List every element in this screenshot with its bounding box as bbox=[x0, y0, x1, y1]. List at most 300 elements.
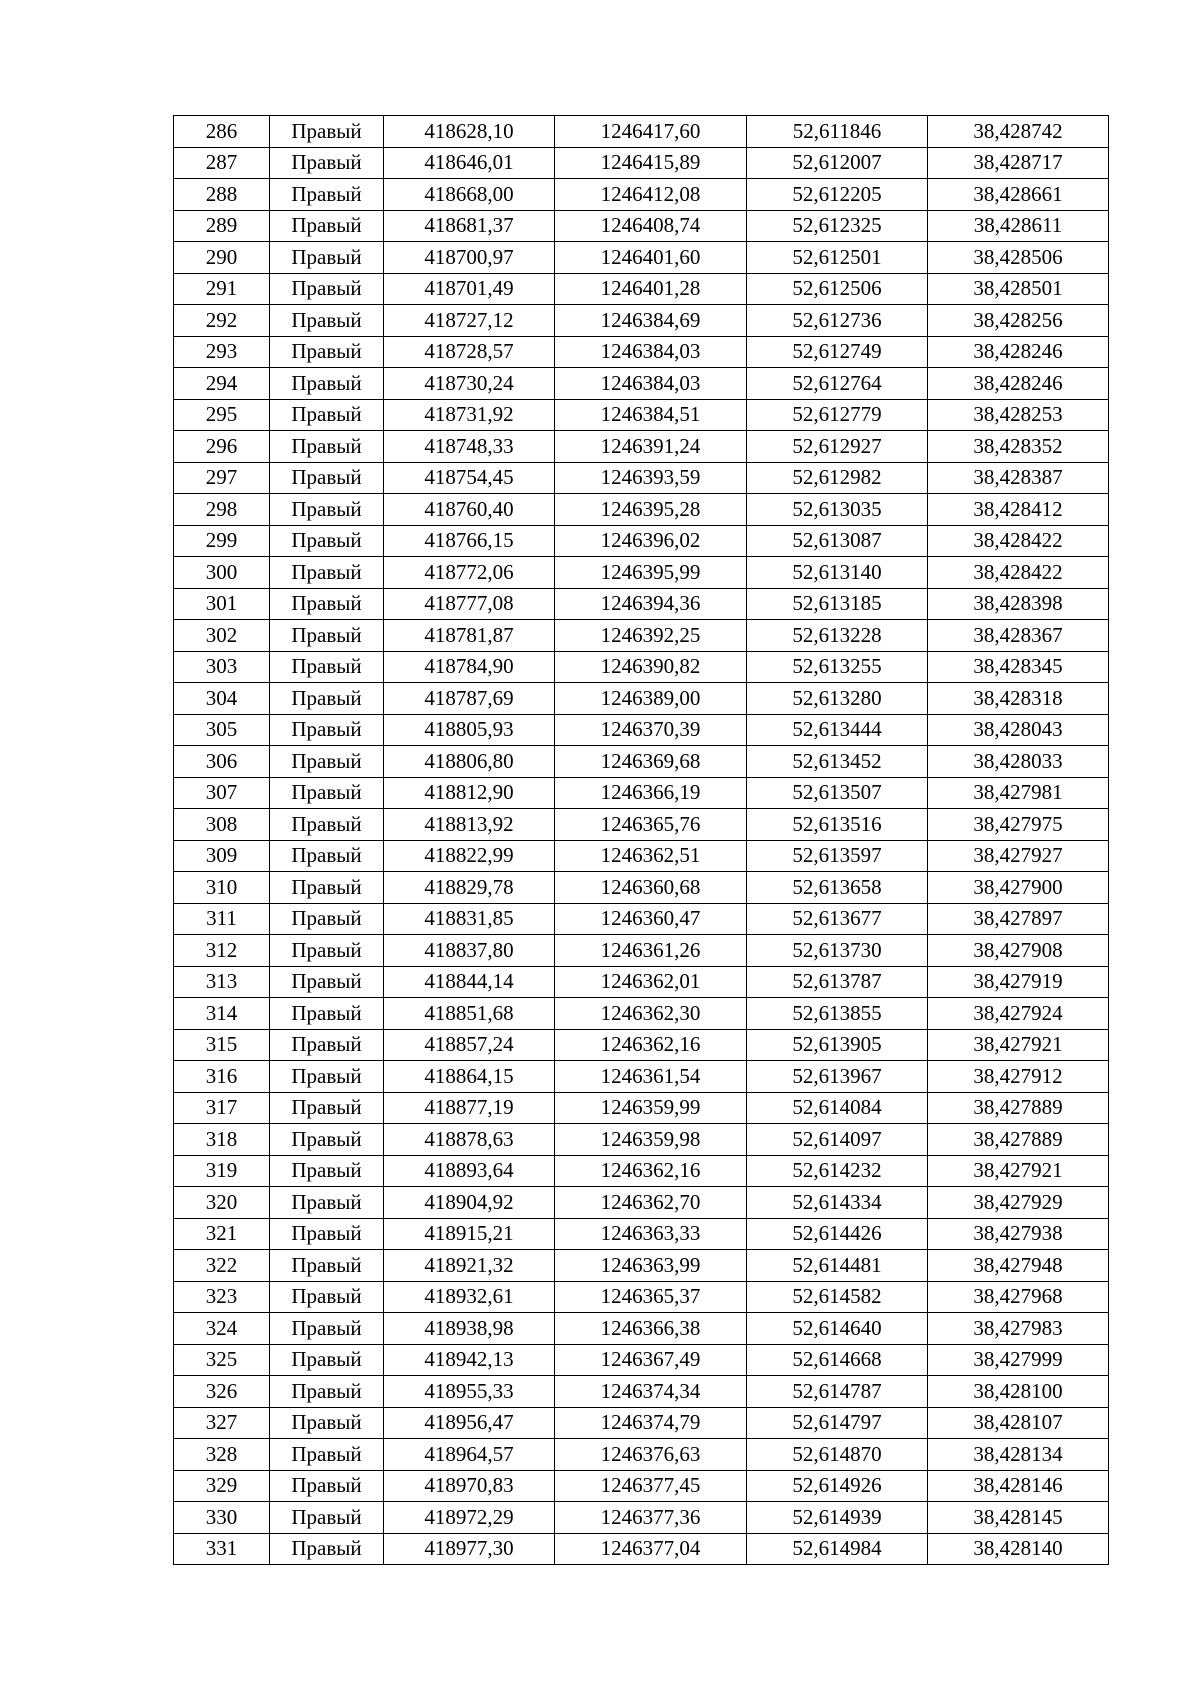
y-coordinate-cell: 1246362,16 bbox=[555, 1029, 747, 1061]
point-number-cell: 315 bbox=[174, 1029, 270, 1061]
point-number-cell: 299 bbox=[174, 525, 270, 557]
table-row bbox=[174, 1061, 1109, 1093]
bank-side-cell: Правый bbox=[270, 1313, 384, 1345]
x-coordinate-cell: 418837,80 bbox=[384, 935, 555, 967]
y-coordinate-cell: 1246359,99 bbox=[555, 1092, 747, 1124]
longitude-cell: 38,428318 bbox=[928, 683, 1109, 715]
table-row bbox=[174, 1502, 1109, 1534]
longitude-cell: 38,428717 bbox=[928, 147, 1109, 179]
bank-side-cell: Правый bbox=[270, 651, 384, 683]
table-row bbox=[174, 840, 1109, 872]
longitude-cell: 38,428742 bbox=[928, 116, 1109, 148]
x-coordinate-cell: 418857,24 bbox=[384, 1029, 555, 1061]
bank-side-cell: Правый bbox=[270, 872, 384, 904]
table-row bbox=[174, 1407, 1109, 1439]
longitude-cell: 38,428140 bbox=[928, 1533, 1109, 1565]
point-number-cell: 326 bbox=[174, 1376, 270, 1408]
y-coordinate-cell: 1246384,69 bbox=[555, 305, 747, 337]
y-coordinate-cell: 1246417,60 bbox=[555, 116, 747, 148]
longitude-cell: 38,428246 bbox=[928, 368, 1109, 400]
x-coordinate-cell: 418970,83 bbox=[384, 1470, 555, 1502]
table-row bbox=[174, 620, 1109, 652]
longitude-cell: 38,427897 bbox=[928, 903, 1109, 935]
longitude-cell: 38,427908 bbox=[928, 935, 1109, 967]
latitude-cell: 52,612749 bbox=[747, 336, 928, 368]
x-coordinate-cell: 418851,68 bbox=[384, 998, 555, 1030]
table-row bbox=[174, 1092, 1109, 1124]
longitude-cell: 38,427983 bbox=[928, 1313, 1109, 1345]
y-coordinate-cell: 1246366,19 bbox=[555, 777, 747, 809]
y-coordinate-cell: 1246365,76 bbox=[555, 809, 747, 841]
y-coordinate-cell: 1246366,38 bbox=[555, 1313, 747, 1345]
point-number-cell: 292 bbox=[174, 305, 270, 337]
latitude-cell: 52,612927 bbox=[747, 431, 928, 463]
x-coordinate-cell: 418864,15 bbox=[384, 1061, 555, 1093]
latitude-cell: 52,612501 bbox=[747, 242, 928, 274]
longitude-cell: 38,428100 bbox=[928, 1376, 1109, 1408]
table-row bbox=[174, 147, 1109, 179]
point-number-cell: 294 bbox=[174, 368, 270, 400]
bank-side-cell: Правый bbox=[270, 1376, 384, 1408]
latitude-cell: 52,614870 bbox=[747, 1439, 928, 1471]
x-coordinate-cell: 418681,37 bbox=[384, 210, 555, 242]
y-coordinate-cell: 1246377,36 bbox=[555, 1502, 747, 1534]
latitude-cell: 52,612736 bbox=[747, 305, 928, 337]
bank-side-cell: Правый bbox=[270, 903, 384, 935]
latitude-cell: 52,614582 bbox=[747, 1281, 928, 1313]
bank-side-cell: Правый bbox=[270, 557, 384, 589]
bank-side-cell: Правый bbox=[270, 1470, 384, 1502]
bank-side-cell: Правый bbox=[270, 998, 384, 1030]
latitude-cell: 52,613516 bbox=[747, 809, 928, 841]
longitude-cell: 38,427889 bbox=[928, 1124, 1109, 1156]
y-coordinate-cell: 1246384,51 bbox=[555, 399, 747, 431]
table-row bbox=[174, 588, 1109, 620]
bank-side-cell: Правый bbox=[270, 935, 384, 967]
latitude-cell: 52,613444 bbox=[747, 714, 928, 746]
point-number-cell: 321 bbox=[174, 1218, 270, 1250]
longitude-cell: 38,428422 bbox=[928, 525, 1109, 557]
longitude-cell: 38,427981 bbox=[928, 777, 1109, 809]
latitude-cell: 52,614787 bbox=[747, 1376, 928, 1408]
longitude-cell: 38,428422 bbox=[928, 557, 1109, 589]
latitude-cell: 52,613597 bbox=[747, 840, 928, 872]
bank-side-cell: Правый bbox=[270, 1533, 384, 1565]
bank-side-cell: Правый bbox=[270, 242, 384, 274]
bank-side-cell: Правый bbox=[270, 1029, 384, 1061]
bank-side-cell: Правый bbox=[270, 809, 384, 841]
x-coordinate-cell: 418942,13 bbox=[384, 1344, 555, 1376]
longitude-cell: 38,427948 bbox=[928, 1250, 1109, 1282]
x-coordinate-cell: 418938,98 bbox=[384, 1313, 555, 1345]
y-coordinate-cell: 1246363,99 bbox=[555, 1250, 747, 1282]
bank-side-cell: Правый bbox=[270, 210, 384, 242]
point-number-cell: 327 bbox=[174, 1407, 270, 1439]
bank-side-cell: Правый bbox=[270, 179, 384, 211]
bank-side-cell: Правый bbox=[270, 494, 384, 526]
point-number-cell: 309 bbox=[174, 840, 270, 872]
x-coordinate-cell: 418668,00 bbox=[384, 179, 555, 211]
point-number-cell: 290 bbox=[174, 242, 270, 274]
y-coordinate-cell: 1246389,00 bbox=[555, 683, 747, 715]
x-coordinate-cell: 418628,10 bbox=[384, 116, 555, 148]
point-number-cell: 331 bbox=[174, 1533, 270, 1565]
coordinates-table bbox=[173, 115, 1109, 1565]
y-coordinate-cell: 1246369,68 bbox=[555, 746, 747, 778]
x-coordinate-cell: 418904,92 bbox=[384, 1187, 555, 1219]
bank-side-cell: Правый bbox=[270, 1061, 384, 1093]
x-coordinate-cell: 418781,87 bbox=[384, 620, 555, 652]
y-coordinate-cell: 1246377,45 bbox=[555, 1470, 747, 1502]
longitude-cell: 38,428412 bbox=[928, 494, 1109, 526]
longitude-cell: 38,427924 bbox=[928, 998, 1109, 1030]
y-coordinate-cell: 1246360,68 bbox=[555, 872, 747, 904]
y-coordinate-cell: 1246360,47 bbox=[555, 903, 747, 935]
latitude-cell: 52,613452 bbox=[747, 746, 928, 778]
y-coordinate-cell: 1246374,79 bbox=[555, 1407, 747, 1439]
latitude-cell: 52,613730 bbox=[747, 935, 928, 967]
table-row bbox=[174, 1281, 1109, 1313]
table-row bbox=[174, 494, 1109, 526]
longitude-cell: 38,428043 bbox=[928, 714, 1109, 746]
y-coordinate-cell: 1246361,54 bbox=[555, 1061, 747, 1093]
y-coordinate-cell: 1246401,60 bbox=[555, 242, 747, 274]
y-coordinate-cell: 1246395,28 bbox=[555, 494, 747, 526]
latitude-cell: 52,613507 bbox=[747, 777, 928, 809]
point-number-cell: 322 bbox=[174, 1250, 270, 1282]
table-row bbox=[174, 683, 1109, 715]
longitude-cell: 38,428253 bbox=[928, 399, 1109, 431]
table-row bbox=[174, 368, 1109, 400]
latitude-cell: 52,614097 bbox=[747, 1124, 928, 1156]
point-number-cell: 304 bbox=[174, 683, 270, 715]
y-coordinate-cell: 1246392,25 bbox=[555, 620, 747, 652]
y-coordinate-cell: 1246370,39 bbox=[555, 714, 747, 746]
x-coordinate-cell: 418964,57 bbox=[384, 1439, 555, 1471]
bank-side-cell: Правый bbox=[270, 431, 384, 463]
x-coordinate-cell: 418754,45 bbox=[384, 462, 555, 494]
point-number-cell: 300 bbox=[174, 557, 270, 589]
point-number-cell: 310 bbox=[174, 872, 270, 904]
y-coordinate-cell: 1246391,24 bbox=[555, 431, 747, 463]
y-coordinate-cell: 1246408,74 bbox=[555, 210, 747, 242]
latitude-cell: 52,613087 bbox=[747, 525, 928, 557]
y-coordinate-cell: 1246396,02 bbox=[555, 525, 747, 557]
longitude-cell: 38,427912 bbox=[928, 1061, 1109, 1093]
table-row bbox=[174, 210, 1109, 242]
latitude-cell: 52,614640 bbox=[747, 1313, 928, 1345]
latitude-cell: 52,613905 bbox=[747, 1029, 928, 1061]
y-coordinate-cell: 1246415,89 bbox=[555, 147, 747, 179]
bank-side-cell: Правый bbox=[270, 147, 384, 179]
y-coordinate-cell: 1246374,34 bbox=[555, 1376, 747, 1408]
bank-side-cell: Правый bbox=[270, 336, 384, 368]
point-number-cell: 328 bbox=[174, 1439, 270, 1471]
bank-side-cell: Правый bbox=[270, 1281, 384, 1313]
point-number-cell: 289 bbox=[174, 210, 270, 242]
y-coordinate-cell: 1246384,03 bbox=[555, 368, 747, 400]
table-row bbox=[174, 1218, 1109, 1250]
point-number-cell: 308 bbox=[174, 809, 270, 841]
bank-side-cell: Правый bbox=[270, 1344, 384, 1376]
longitude-cell: 38,428256 bbox=[928, 305, 1109, 337]
latitude-cell: 52,613035 bbox=[747, 494, 928, 526]
point-number-cell: 323 bbox=[174, 1281, 270, 1313]
bank-side-cell: Правый bbox=[270, 1092, 384, 1124]
x-coordinate-cell: 418831,85 bbox=[384, 903, 555, 935]
table-row bbox=[174, 809, 1109, 841]
x-coordinate-cell: 418977,30 bbox=[384, 1533, 555, 1565]
longitude-cell: 38,427929 bbox=[928, 1187, 1109, 1219]
longitude-cell: 38,427938 bbox=[928, 1218, 1109, 1250]
longitude-cell: 38,427900 bbox=[928, 872, 1109, 904]
latitude-cell: 52,614668 bbox=[747, 1344, 928, 1376]
table-row bbox=[174, 1344, 1109, 1376]
x-coordinate-cell: 418806,80 bbox=[384, 746, 555, 778]
point-number-cell: 293 bbox=[174, 336, 270, 368]
latitude-cell: 52,612982 bbox=[747, 462, 928, 494]
y-coordinate-cell: 1246401,28 bbox=[555, 273, 747, 305]
latitude-cell: 52,612205 bbox=[747, 179, 928, 211]
longitude-cell: 38,428107 bbox=[928, 1407, 1109, 1439]
x-coordinate-cell: 418972,29 bbox=[384, 1502, 555, 1534]
table-row bbox=[174, 273, 1109, 305]
point-number-cell: 319 bbox=[174, 1155, 270, 1187]
bank-side-cell: Правый bbox=[270, 1407, 384, 1439]
table-row bbox=[174, 462, 1109, 494]
x-coordinate-cell: 418777,08 bbox=[384, 588, 555, 620]
x-coordinate-cell: 418728,57 bbox=[384, 336, 555, 368]
latitude-cell: 52,613228 bbox=[747, 620, 928, 652]
table-row bbox=[174, 651, 1109, 683]
point-number-cell: 288 bbox=[174, 179, 270, 211]
bank-side-cell: Правый bbox=[270, 116, 384, 148]
table-row bbox=[174, 116, 1109, 148]
table-row bbox=[174, 935, 1109, 967]
table-row bbox=[174, 557, 1109, 589]
x-coordinate-cell: 418727,12 bbox=[384, 305, 555, 337]
x-coordinate-cell: 418701,49 bbox=[384, 273, 555, 305]
y-coordinate-cell: 1246393,59 bbox=[555, 462, 747, 494]
x-coordinate-cell: 418760,40 bbox=[384, 494, 555, 526]
y-coordinate-cell: 1246412,08 bbox=[555, 179, 747, 211]
table-row bbox=[174, 1470, 1109, 1502]
point-number-cell: 324 bbox=[174, 1313, 270, 1345]
latitude-cell: 52,614939 bbox=[747, 1502, 928, 1534]
bank-side-cell: Правый bbox=[270, 1218, 384, 1250]
bank-side-cell: Правый bbox=[270, 525, 384, 557]
y-coordinate-cell: 1246377,04 bbox=[555, 1533, 747, 1565]
point-number-cell: 287 bbox=[174, 147, 270, 179]
table-row bbox=[174, 399, 1109, 431]
longitude-cell: 38,428398 bbox=[928, 588, 1109, 620]
bank-side-cell: Правый bbox=[270, 588, 384, 620]
point-number-cell: 295 bbox=[174, 399, 270, 431]
latitude-cell: 52,612764 bbox=[747, 368, 928, 400]
y-coordinate-cell: 1246395,99 bbox=[555, 557, 747, 589]
latitude-cell: 52,614084 bbox=[747, 1092, 928, 1124]
bank-side-cell: Правый bbox=[270, 777, 384, 809]
point-number-cell: 325 bbox=[174, 1344, 270, 1376]
y-coordinate-cell: 1246367,49 bbox=[555, 1344, 747, 1376]
longitude-cell: 38,428134 bbox=[928, 1439, 1109, 1471]
bank-side-cell: Правый bbox=[270, 966, 384, 998]
y-coordinate-cell: 1246362,01 bbox=[555, 966, 747, 998]
x-coordinate-cell: 418812,90 bbox=[384, 777, 555, 809]
x-coordinate-cell: 418955,33 bbox=[384, 1376, 555, 1408]
bank-side-cell: Правый bbox=[270, 840, 384, 872]
bank-side-cell: Правый bbox=[270, 462, 384, 494]
table-row bbox=[174, 777, 1109, 809]
bank-side-cell: Правый bbox=[270, 1187, 384, 1219]
y-coordinate-cell: 1246362,51 bbox=[555, 840, 747, 872]
longitude-cell: 38,428661 bbox=[928, 179, 1109, 211]
table-row bbox=[174, 336, 1109, 368]
latitude-cell: 52,613967 bbox=[747, 1061, 928, 1093]
longitude-cell: 38,428146 bbox=[928, 1470, 1109, 1502]
table-row bbox=[174, 1439, 1109, 1471]
bank-side-cell: Правый bbox=[270, 1124, 384, 1156]
latitude-cell: 52,614797 bbox=[747, 1407, 928, 1439]
x-coordinate-cell: 418822,99 bbox=[384, 840, 555, 872]
x-coordinate-cell: 418730,24 bbox=[384, 368, 555, 400]
bank-side-cell: Правый bbox=[270, 714, 384, 746]
longitude-cell: 38,428501 bbox=[928, 273, 1109, 305]
latitude-cell: 52,613677 bbox=[747, 903, 928, 935]
y-coordinate-cell: 1246359,98 bbox=[555, 1124, 747, 1156]
longitude-cell: 38,428246 bbox=[928, 336, 1109, 368]
table-row bbox=[174, 525, 1109, 557]
latitude-cell: 52,612325 bbox=[747, 210, 928, 242]
point-number-cell: 301 bbox=[174, 588, 270, 620]
longitude-cell: 38,428367 bbox=[928, 620, 1109, 652]
x-coordinate-cell: 418731,92 bbox=[384, 399, 555, 431]
bank-side-cell: Правый bbox=[270, 620, 384, 652]
point-number-cell: 296 bbox=[174, 431, 270, 463]
bank-side-cell: Правый bbox=[270, 1155, 384, 1187]
latitude-cell: 52,613855 bbox=[747, 998, 928, 1030]
table-row bbox=[174, 903, 1109, 935]
x-coordinate-cell: 418646,01 bbox=[384, 147, 555, 179]
bank-side-cell: Правый bbox=[270, 746, 384, 778]
bank-side-cell: Правый bbox=[270, 1439, 384, 1471]
point-number-cell: 306 bbox=[174, 746, 270, 778]
x-coordinate-cell: 418748,33 bbox=[384, 431, 555, 463]
table-row bbox=[174, 714, 1109, 746]
table-row bbox=[174, 1124, 1109, 1156]
y-coordinate-cell: 1246394,36 bbox=[555, 588, 747, 620]
bank-side-cell: Правый bbox=[270, 1502, 384, 1534]
bank-side-cell: Правый bbox=[270, 368, 384, 400]
longitude-cell: 38,427927 bbox=[928, 840, 1109, 872]
bank-side-cell: Правый bbox=[270, 683, 384, 715]
longitude-cell: 38,427968 bbox=[928, 1281, 1109, 1313]
point-number-cell: 316 bbox=[174, 1061, 270, 1093]
longitude-cell: 38,428387 bbox=[928, 462, 1109, 494]
x-coordinate-cell: 418766,15 bbox=[384, 525, 555, 557]
point-number-cell: 307 bbox=[174, 777, 270, 809]
longitude-cell: 38,427889 bbox=[928, 1092, 1109, 1124]
table-row bbox=[174, 1155, 1109, 1187]
table-row bbox=[174, 1187, 1109, 1219]
x-coordinate-cell: 418787,69 bbox=[384, 683, 555, 715]
x-coordinate-cell: 418893,64 bbox=[384, 1155, 555, 1187]
table-body bbox=[174, 116, 1109, 1565]
table-row bbox=[174, 872, 1109, 904]
latitude-cell: 52,614984 bbox=[747, 1533, 928, 1565]
y-coordinate-cell: 1246363,33 bbox=[555, 1218, 747, 1250]
point-number-cell: 318 bbox=[174, 1124, 270, 1156]
point-number-cell: 305 bbox=[174, 714, 270, 746]
point-number-cell: 320 bbox=[174, 1187, 270, 1219]
point-number-cell: 330 bbox=[174, 1502, 270, 1534]
latitude-cell: 52,614426 bbox=[747, 1218, 928, 1250]
x-coordinate-cell: 418932,61 bbox=[384, 1281, 555, 1313]
x-coordinate-cell: 418956,47 bbox=[384, 1407, 555, 1439]
table-row bbox=[174, 179, 1109, 211]
latitude-cell: 52,611846 bbox=[747, 116, 928, 148]
table-row bbox=[174, 1313, 1109, 1345]
point-number-cell: 312 bbox=[174, 935, 270, 967]
x-coordinate-cell: 418813,92 bbox=[384, 809, 555, 841]
table-row bbox=[174, 998, 1109, 1030]
x-coordinate-cell: 418878,63 bbox=[384, 1124, 555, 1156]
longitude-cell: 38,428611 bbox=[928, 210, 1109, 242]
point-number-cell: 302 bbox=[174, 620, 270, 652]
y-coordinate-cell: 1246362,70 bbox=[555, 1187, 747, 1219]
longitude-cell: 38,428506 bbox=[928, 242, 1109, 274]
point-number-cell: 286 bbox=[174, 116, 270, 148]
x-coordinate-cell: 418844,14 bbox=[384, 966, 555, 998]
latitude-cell: 52,614334 bbox=[747, 1187, 928, 1219]
point-number-cell: 317 bbox=[174, 1092, 270, 1124]
longitude-cell: 38,427921 bbox=[928, 1155, 1109, 1187]
latitude-cell: 52,613658 bbox=[747, 872, 928, 904]
point-number-cell: 297 bbox=[174, 462, 270, 494]
point-number-cell: 313 bbox=[174, 966, 270, 998]
table-row bbox=[174, 1029, 1109, 1061]
point-number-cell: 329 bbox=[174, 1470, 270, 1502]
table-row bbox=[174, 1250, 1109, 1282]
latitude-cell: 52,612007 bbox=[747, 147, 928, 179]
y-coordinate-cell: 1246361,26 bbox=[555, 935, 747, 967]
longitude-cell: 38,427919 bbox=[928, 966, 1109, 998]
x-coordinate-cell: 418915,21 bbox=[384, 1218, 555, 1250]
longitude-cell: 38,427999 bbox=[928, 1344, 1109, 1376]
bank-side-cell: Правый bbox=[270, 273, 384, 305]
latitude-cell: 52,614481 bbox=[747, 1250, 928, 1282]
x-coordinate-cell: 418805,93 bbox=[384, 714, 555, 746]
latitude-cell: 52,613787 bbox=[747, 966, 928, 998]
longitude-cell: 38,428352 bbox=[928, 431, 1109, 463]
latitude-cell: 52,613280 bbox=[747, 683, 928, 715]
x-coordinate-cell: 418784,90 bbox=[384, 651, 555, 683]
x-coordinate-cell: 418772,06 bbox=[384, 557, 555, 589]
longitude-cell: 38,428345 bbox=[928, 651, 1109, 683]
y-coordinate-cell: 1246362,30 bbox=[555, 998, 747, 1030]
table-row bbox=[174, 305, 1109, 337]
longitude-cell: 38,428033 bbox=[928, 746, 1109, 778]
x-coordinate-cell: 418877,19 bbox=[384, 1092, 555, 1124]
table-row bbox=[174, 1376, 1109, 1408]
y-coordinate-cell: 1246384,03 bbox=[555, 336, 747, 368]
x-coordinate-cell: 418829,78 bbox=[384, 872, 555, 904]
longitude-cell: 38,427921 bbox=[928, 1029, 1109, 1061]
latitude-cell: 52,613255 bbox=[747, 651, 928, 683]
latitude-cell: 52,613185 bbox=[747, 588, 928, 620]
longitude-cell: 38,427975 bbox=[928, 809, 1109, 841]
table-row bbox=[174, 966, 1109, 998]
